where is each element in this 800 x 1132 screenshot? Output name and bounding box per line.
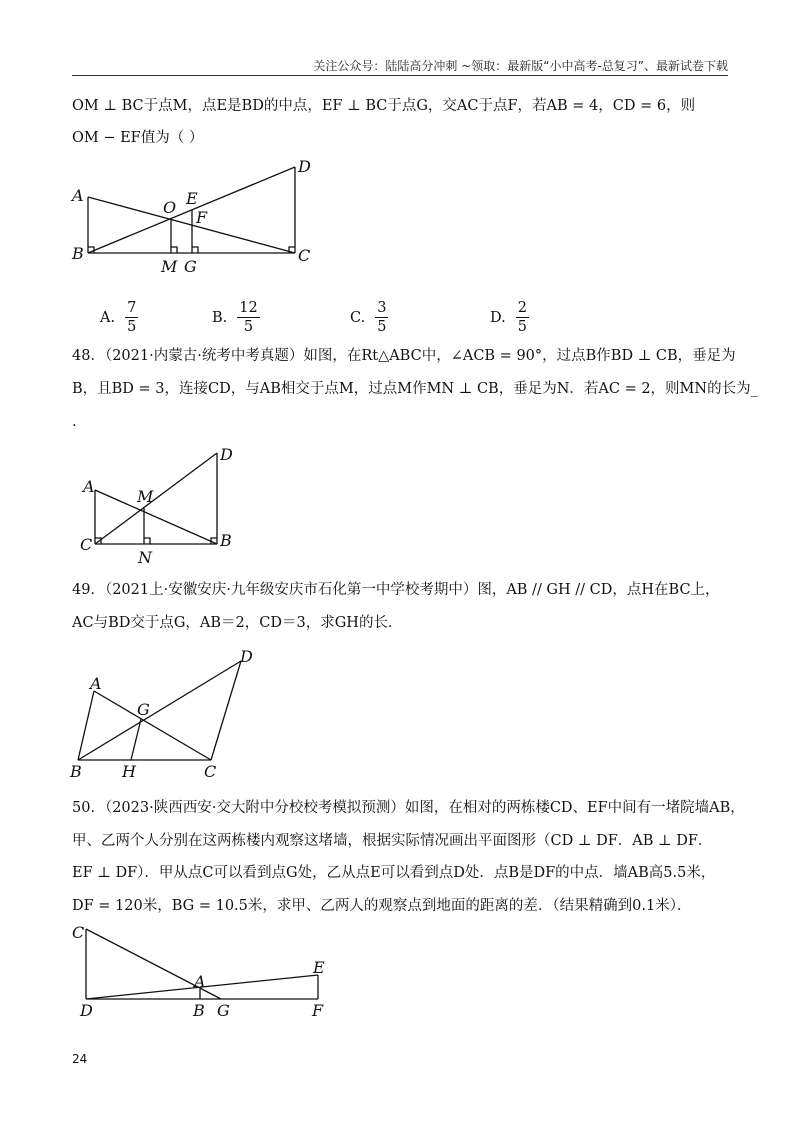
- choice-fraction: [516, 300, 529, 335]
- fraction-denominator: 5: [127, 319, 137, 335]
- choice-fraction: [125, 300, 138, 335]
- q50-text-line4: DF = 120米，BG = 10.5米，求甲、乙两人的观察点到地面的距离的差．（结果精确到0.1米）．: [72, 898, 692, 914]
- q50-label-e: E: [313, 958, 325, 977]
- fraction-denominator: 5: [243, 319, 254, 335]
- page-header: 关注公众号：陆陆高分冲刺 ~领取：最新版“小中高考-总复习”、最新试卷下载: [313, 59, 728, 73]
- q47-text-line1: OM ⊥ BC于点M，点E是BD的中点，EF ⊥ BC于点G，交AC于点F，若AB = 4，CD = 6，则: [72, 98, 696, 114]
- q49-label-c: C: [204, 762, 217, 781]
- q49-label-d: D: [240, 647, 253, 666]
- q48-label-m: M: [137, 487, 154, 506]
- q49-text-line1: 49．（2021上·安徽安庆·九年级安庆市石化第一中学校考期中）图，AB // GH // CD，点H在BC上，: [72, 582, 720, 598]
- q49-segment-ac: [94, 691, 211, 760]
- q47-label-m: M: [161, 257, 178, 276]
- q49-segment-bd: [78, 661, 241, 760]
- q49-label-h: H: [122, 762, 136, 781]
- q47-right-angle-g: [192, 247, 198, 253]
- fraction-denominator: 5: [377, 319, 387, 335]
- choice-fraction: [237, 300, 259, 335]
- q48-label-a: A: [83, 477, 95, 496]
- q50-label-b: B: [193, 1001, 205, 1020]
- q47-choice-b[interactable]: [212, 300, 260, 335]
- q48-text-line2: B，且BD = 3，连接CD，与AB相交于点M，过点M作MN ⊥ CB，垂足为N．若AC = 2，则MN的长为_: [72, 381, 758, 397]
- q48-right-angle-n: [144, 538, 150, 544]
- q48-label-d: D: [220, 445, 233, 464]
- q49-segment-ab: [78, 691, 94, 760]
- q47-label-a: A: [72, 186, 84, 205]
- q47-label-c: C: [298, 246, 311, 265]
- q49-figure: [68, 645, 268, 780]
- q48-text-line1: 48．（2021·内蒙古·统考中考真题）如图，在Rt△ABC中，∠ACB = 90°，过点B作BD ⊥ CB，垂足为: [72, 348, 736, 364]
- q47-label-f: F: [196, 208, 208, 227]
- q50-label-a: A: [194, 972, 206, 991]
- q47-label-o: O: [163, 198, 177, 217]
- q47-choice-a[interactable]: [100, 300, 138, 335]
- q49-text-line2: AC与BD交于点G，AB＝2，CD＝3，求GH的长．: [72, 615, 403, 631]
- q47-label-g: G: [184, 257, 197, 276]
- q48-label-n: N: [138, 548, 152, 567]
- page-number: 24: [72, 1052, 88, 1066]
- fraction-numerator: 2: [517, 300, 527, 316]
- q47-figure: [70, 155, 330, 280]
- q50-label-g: G: [217, 1001, 230, 1020]
- q47-label-b: B: [72, 244, 84, 263]
- q50-text-line2: 甲、乙两个人分别在这两栋楼内观察这堵墙，根据实际情况画出平面图形（CD ⊥ DF．AB ⊥ DF．: [72, 833, 713, 849]
- q49-label-a: A: [90, 674, 102, 693]
- q47-choice-c[interactable]: [350, 300, 388, 335]
- q49-label-b: B: [70, 762, 82, 781]
- fraction-numerator: 12: [239, 300, 258, 316]
- q49-label-g: G: [137, 700, 150, 719]
- choice-letter: C.: [350, 309, 366, 326]
- q47-label-d: D: [298, 157, 311, 176]
- q48-label-b: B: [220, 531, 232, 550]
- q50-text-line1: 50．（2023·陕西西安·交大附中分校校考模拟预测）如图，在相对的两栋楼CD、EF中间有一堵院墙AB，: [72, 800, 745, 816]
- q48-figure: [78, 443, 248, 568]
- q48-text-line3: .: [72, 414, 77, 430]
- choice-letter: D.: [490, 309, 506, 326]
- q47-label-e: E: [186, 189, 198, 208]
- q47-choice-d[interactable]: [490, 300, 529, 335]
- q50-figure: [70, 920, 340, 1020]
- q50-label-d: D: [80, 1001, 93, 1020]
- header-rule: [72, 75, 728, 76]
- q50-text-line3: EF ⊥ DF）．甲从点C可以看到点G处，乙从点E可以看到点D处．点B是DF的中点．墙AB高5.5米，: [72, 865, 716, 881]
- q47-text-line2: OM − EF值为（ ）: [72, 130, 204, 146]
- q48-label-c: C: [80, 535, 93, 554]
- fraction-numerator: 3: [377, 300, 387, 316]
- choice-letter: A.: [100, 309, 116, 326]
- fraction-denominator: 5: [517, 319, 527, 335]
- fraction-numerator: 7: [127, 300, 137, 316]
- q50-label-c: C: [72, 923, 85, 942]
- choice-letter: B.: [212, 309, 228, 326]
- q47-right-angle-m: [171, 247, 177, 253]
- q50-label-f: F: [312, 1001, 324, 1020]
- choice-fraction: [375, 300, 388, 335]
